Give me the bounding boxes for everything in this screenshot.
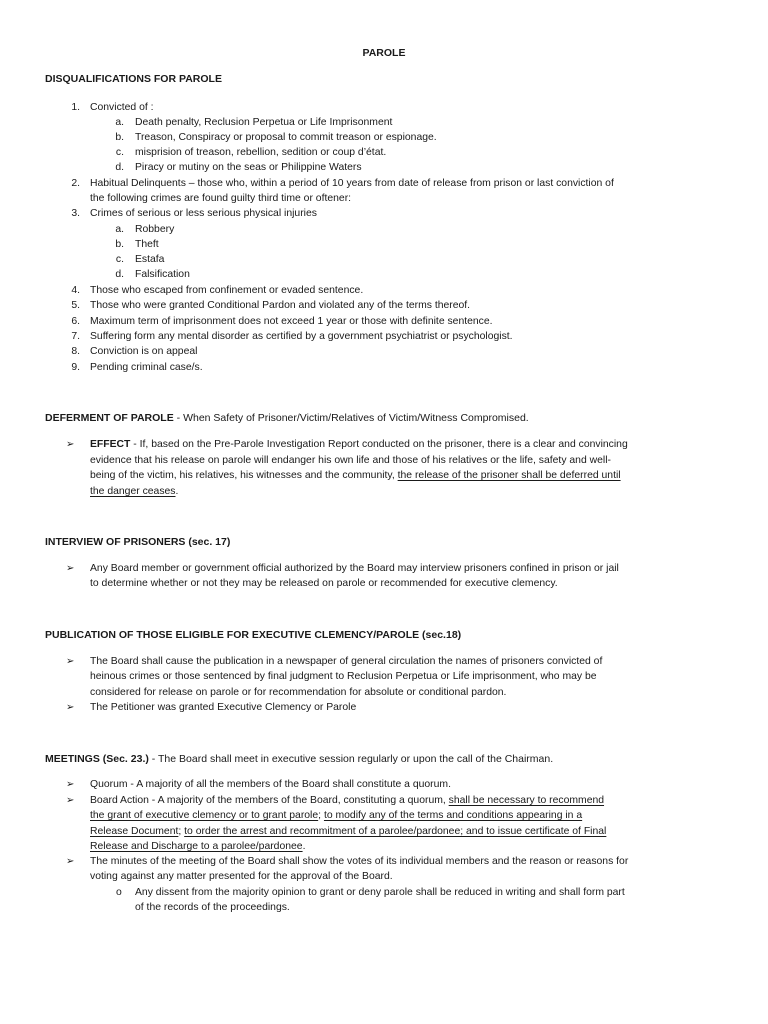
- board-action-text: ;: [318, 810, 324, 821]
- list-number: 7.: [71, 331, 80, 342]
- sublist-item: Treason, Conspiracy or proposal to commit treason or espionage.: [135, 132, 437, 143]
- sublist-letter: d.: [115, 162, 124, 173]
- sublist-item: Falsification: [135, 269, 190, 280]
- minutes-paragraph-line: The minutes of the meeting of the Board shall show the votes of its individual members and the reason or reasons for: [90, 856, 629, 867]
- underlined-text: the danger ceases: [90, 486, 176, 497]
- arrow-bullet-icon: ➢: [66, 779, 75, 790]
- underlined-text: the grant of executive clemency or to grant parole: [90, 810, 319, 821]
- underlined-text: to order the arrest and recommitment of a parolee/pardonee; and to issue certificate of Final: [184, 826, 607, 837]
- interview-paragraph-line: Any Board member or government official authorized by the Board may interview prisoners confined in prison or jail: [90, 563, 619, 574]
- effect-paragraph-line: [90, 468, 621, 483]
- board-action-line: [90, 808, 582, 823]
- meetings-heading-description: - The Board shall meet in executive session regularly or upon the call of the Chairman.: [148, 753, 554, 765]
- board-action-line: [90, 793, 604, 808]
- sublist-letter: a.: [115, 117, 124, 128]
- list-item: Pending criminal case/s.: [90, 362, 203, 373]
- arrow-bullet-icon: ➢: [66, 439, 75, 450]
- effect-paragraph-line: [90, 484, 178, 499]
- effect-paragraph-line: evidence that his release on parole will endanger his own life and those of his relatives or the life, safety and well-: [90, 455, 611, 466]
- sublist-letter: a.: [115, 224, 124, 235]
- list-number: 3.: [71, 208, 80, 219]
- list-item: Convicted of :: [90, 102, 154, 113]
- arrow-bullet-icon: ➢: [66, 656, 75, 667]
- list-item: Conviction is on appeal: [90, 346, 198, 357]
- list-item: Those who escaped from confinement or evaded sentence.: [90, 285, 364, 296]
- effect-paragraph: [90, 437, 628, 452]
- effect-text: - If, based on the Pre-Parole Investigation Report conducted on the prisoner, there is a clear and convincing: [130, 439, 628, 450]
- sublist-letter: b.: [115, 132, 124, 143]
- sublist-letter: c.: [115, 254, 124, 265]
- underlined-text: to modify any of the terms and conditions appearing in a: [323, 810, 583, 821]
- arrow-bullet-icon: ➢: [66, 856, 75, 867]
- quorum-paragraph: Quorum - A majority of all the members of the Board shall constitute a quorum.: [90, 779, 451, 790]
- list-number: 9.: [71, 362, 80, 373]
- dissent-paragraph-line: Any dissent from the majority opinion to grant or deny parole shall be reduced in writing and shall form part: [135, 887, 625, 898]
- sublist-letter: c.: [115, 147, 124, 158]
- list-number: 8.: [71, 346, 80, 357]
- interview-paragraph-line: to determine whether or not they may be released on parole or recommended for executive clemency.: [90, 578, 558, 589]
- document-title: PAROLE: [362, 47, 406, 59]
- list-number: 6.: [71, 316, 80, 327]
- deferment-heading-title: DEFERMENT OF PAROLE: [45, 412, 174, 424]
- list-item: Habitual Delinquents – those who, within a period of 10 years from date of release from prison or last conviction of: [90, 178, 614, 189]
- sublist-item: Death penalty, Reclusion Perpetua or Life Imprisonment: [135, 117, 393, 128]
- sublist-letter: d.: [115, 269, 124, 280]
- list-number: 5.: [71, 300, 80, 311]
- publication-paragraph-line: The Petitioner was granted Executive Clemency or Parole: [90, 702, 357, 713]
- meetings-heading: [45, 752, 553, 767]
- list-item: Maximum term of imprisonment does not exceed 1 year or those with definite sentence.: [90, 316, 493, 327]
- sublist-item: Theft: [135, 239, 159, 250]
- publication-paragraph-line: considered for release on parole or for recommendation for absolute or conditional pardon.: [90, 687, 507, 698]
- dissent-paragraph-line: of the records of the proceedings.: [135, 902, 290, 913]
- board-action-text: Board Action - A majority of the members of the Board, constituting a quorum,: [90, 795, 449, 806]
- interview-heading: INTERVIEW OF PRISONERS (sec. 17): [45, 536, 231, 548]
- publication-paragraph-line: The Board shall cause the publication in a newspaper of general circulation the names of prisoners convicted of: [90, 656, 603, 667]
- disqualifications-heading: DISQUALIFICATIONS FOR PAROLE: [45, 73, 222, 85]
- publication-paragraph-line: heinous crimes or those sentenced by final judgment to Reclusion Perpetua or Life imprisonment, who may be: [90, 671, 597, 682]
- list-item: Suffering form any mental disorder as certified by a government psychiatrist or psychologist.: [90, 331, 513, 342]
- effect-text: being of the victim, his relatives, his witnesses and the community,: [90, 470, 398, 481]
- effect-label: EFFECT: [90, 439, 131, 450]
- deferment-heading: [45, 411, 529, 426]
- underlined-text: Release and Discharge to a parolee/pardonee: [90, 841, 303, 852]
- minutes-paragraph-line: voting against any matter presented for the approval of the Board.: [90, 871, 393, 882]
- deferment-heading-description: - When Safety of Prisoner/Victim/Relatives of Victim/Witness Compromised.: [173, 412, 529, 424]
- list-number: 2.: [71, 178, 80, 189]
- board-action-text: .: [302, 841, 306, 852]
- board-action-text: ;: [178, 826, 185, 837]
- sublist-item: Piracy or mutiny on the seas or Philippine Waters: [135, 162, 362, 173]
- arrow-bullet-icon: ➢: [66, 702, 75, 713]
- list-number: 4.: [71, 285, 80, 296]
- circle-bullet-icon: o: [116, 887, 122, 898]
- sublist-item: Robbery: [135, 224, 175, 235]
- underlined-text: Release Document: [90, 826, 179, 837]
- list-item-continued: the following crimes are found guilty third time or oftener:: [90, 193, 352, 204]
- sublist-letter: b.: [115, 239, 124, 250]
- meetings-heading-title: MEETINGS (Sec. 23.): [45, 753, 149, 765]
- arrow-bullet-icon: ➢: [66, 795, 75, 806]
- list-item: Crimes of serious or less serious physical injuries: [90, 208, 317, 219]
- board-action-line: [90, 839, 305, 854]
- underlined-text: the release of the prisoner shall be deferred until: [397, 470, 621, 481]
- effect-text: .: [175, 486, 179, 497]
- arrow-bullet-icon: ➢: [66, 563, 75, 574]
- underlined-text: shall be necessary to recommend: [448, 795, 605, 806]
- board-action-line: [90, 824, 606, 839]
- list-number: 1.: [71, 102, 80, 113]
- sublist-item: Estafa: [135, 254, 165, 265]
- list-item: Those who were granted Conditional Pardon and violated any of the terms thereof.: [90, 300, 471, 311]
- publication-heading: PUBLICATION OF THOSE ELIGIBLE FOR EXECUTIVE CLEMENCY/PAROLE (sec.18): [45, 629, 462, 641]
- sublist-item: misprision of treason, rebellion, sedition or coup d’état.: [135, 147, 387, 158]
